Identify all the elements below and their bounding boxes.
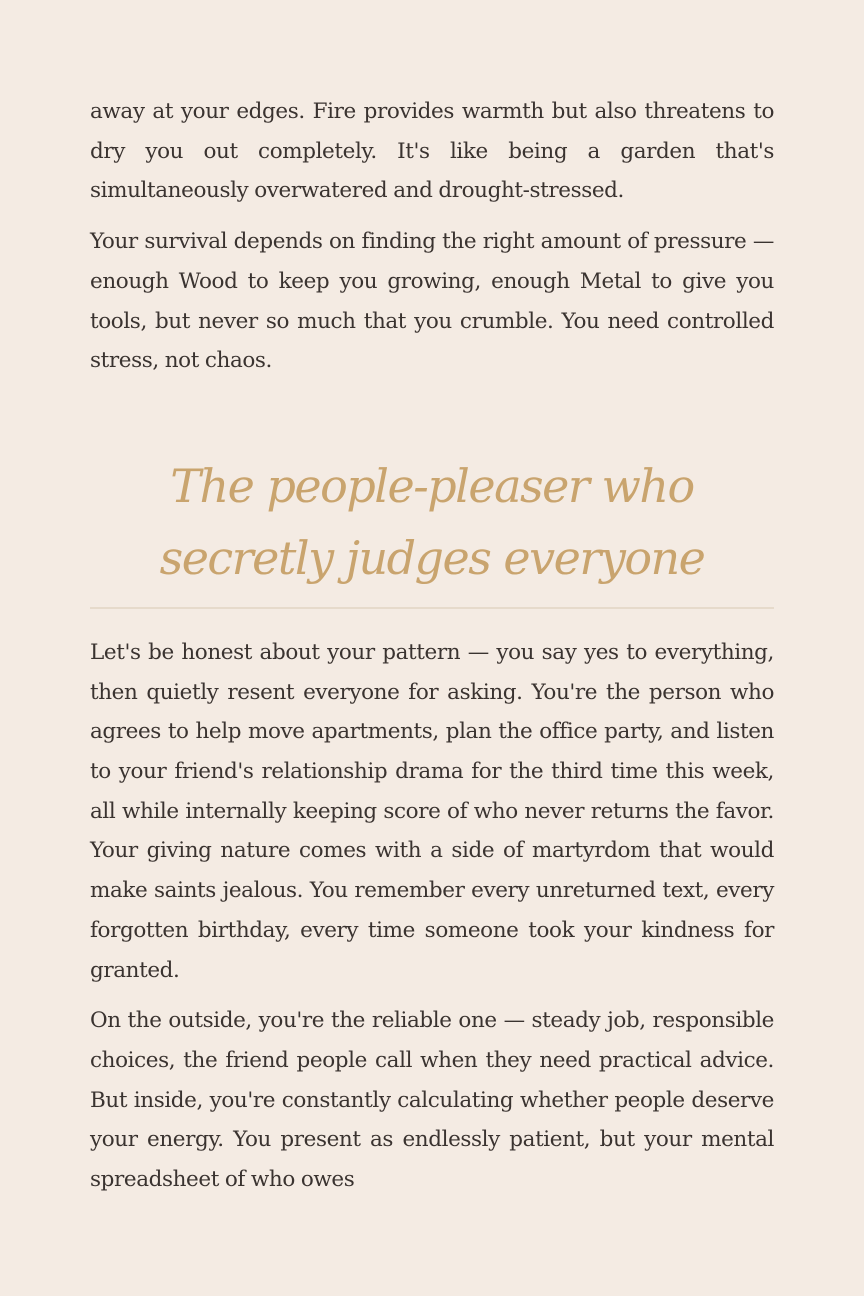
section-heading: The people-pleaser who secretly judges everyone bbox=[90, 450, 774, 609]
book-page bbox=[90, 92, 774, 1211]
body-paragraph: Your survival depends on finding the right amount of pressure — enough Wood to keep you growing, enough Metal to give you tools, but never so much that you crumble. You need controlled stress, not chaos. bbox=[90, 229, 774, 374]
body-paragraph: On the outside, you're the reliable one — steady job, responsible choices, the friend people call when they need practical advice. But inside, you're constantly calculating whether people deserve your energy. You present as endlessly patient, but your mental spreadsheet of who owes bbox=[90, 1008, 774, 1193]
body-paragraph: Let's be honest about your pattern — you say yes to everything, then quietly resent everyone for asking. You're the person who agrees to help move apartments, plan the office party, and listen to your friend's relationship drama for the third time this week, all while internally keeping score of who never returns the favor. Your giving nature comes with a side of martyrdom that would make saints jealous. You remember every unreturned text, every forgotten birthday, every time someone took your kindness for granted. bbox=[90, 639, 774, 983]
body-paragraph: away at your edges. Fire provides warmth but also threatens to dry you out completely. It's like being a garden that's simultaneously overwatered and drought-stressed. bbox=[90, 99, 774, 204]
